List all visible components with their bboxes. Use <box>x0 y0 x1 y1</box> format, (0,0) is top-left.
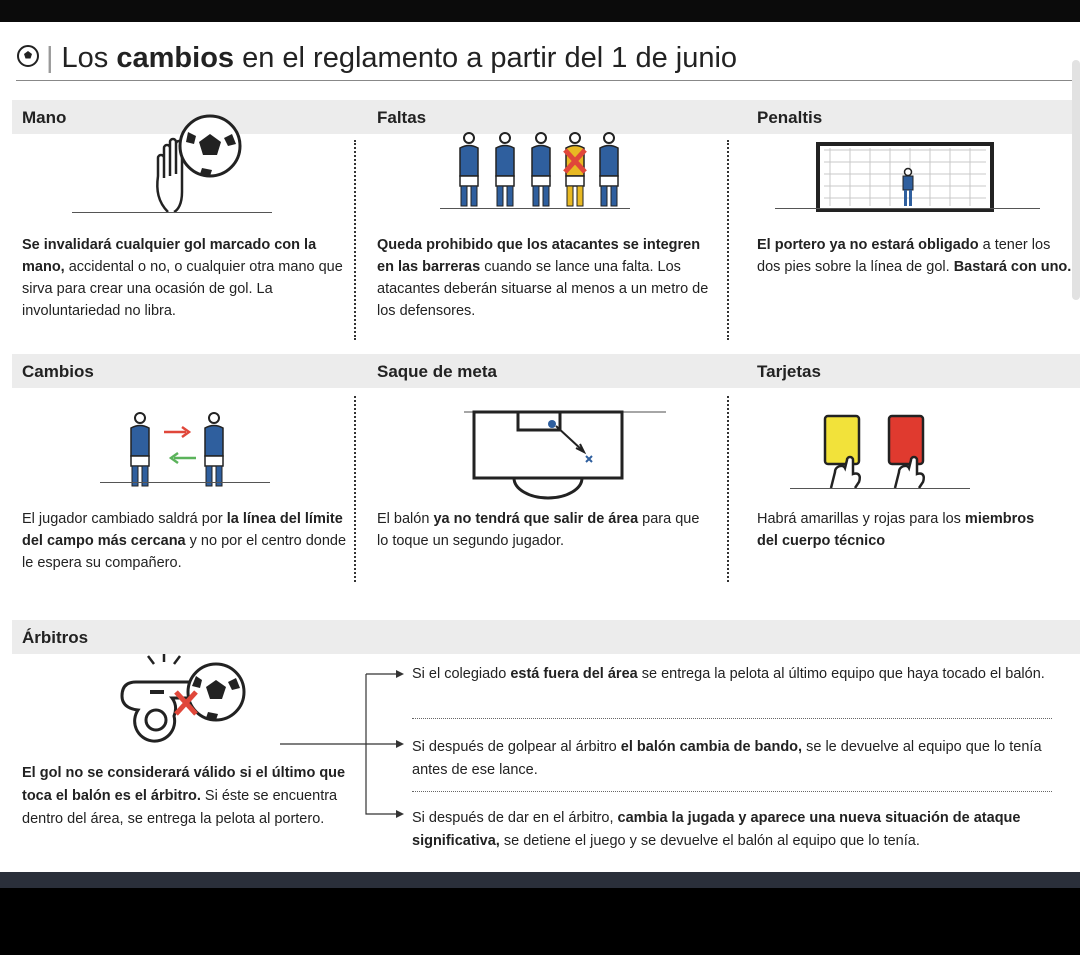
section-label-saque: Saque de meta <box>377 362 497 381</box>
faltas-description: Queda prohibido que los atacantes se integren en las barreras cuando se lance una falta. Los atacantes deberán situarse al menos a un metro de los defensores. <box>377 237 709 319</box>
title-suffix: en el reglamento a partir del 1 de junio <box>234 42 738 74</box>
arbitros-case-3: Si después de dar en el árbitro, cambia la jugada y aparece una nueva situación de ataque significativa, se detiene el juego y se devuelve el balón al equipo que lo tenía. <box>412 810 1021 849</box>
column-divider <box>354 140 356 340</box>
arbitros-case-2: Si después de golpear al árbitro el balón cambia de bando, se le devuelve al equipo que lo tenía antes de ese lance. <box>412 739 1042 778</box>
saque-description: El balón ya no tendrá que salir de área para que lo toque un segundo jugador. <box>377 511 700 549</box>
arbitros-case-1: Si el colegiado está fuera del área se entrega la pelota al último equipo que haya tocado el balón. <box>412 666 1045 682</box>
title-prefix: Los <box>61 42 117 74</box>
ground-line <box>775 208 1040 209</box>
cambios-description: El jugador cambiado saldrá por la línea del límite del campo más cercana y no por el centro donde le espera su compañero. <box>22 511 347 571</box>
bottom-area <box>0 888 1080 955</box>
title-divider <box>16 80 1080 81</box>
hand-icon <box>157 139 182 212</box>
top-bar <box>0 0 1080 22</box>
tarjetas-description: Habrá amarillas y rojas para los miembros del cuerpo técnico <box>757 511 1035 549</box>
section-label-penaltis: Penaltis <box>757 108 823 127</box>
title-bold: cambios <box>116 42 235 74</box>
yellow-card-icon <box>825 416 860 488</box>
section-band-row2 <box>12 354 1080 388</box>
ground-line <box>790 488 970 489</box>
section-band-row3 <box>12 620 1080 654</box>
case-divider <box>412 791 1052 792</box>
goalkeeper-icon <box>903 169 913 207</box>
whistle-ball-icon <box>112 654 252 751</box>
bottom-strip <box>0 872 1080 888</box>
hand-ball-icon <box>140 112 250 227</box>
soccer-ball-icon <box>180 116 240 176</box>
case-divider <box>412 718 1052 719</box>
section-label-faltas: Faltas <box>377 108 427 127</box>
column-divider <box>354 396 356 582</box>
page-title: | Los cambios en el reglamento a partir del 1 de junio <box>16 42 737 76</box>
column-divider <box>727 140 729 340</box>
player-wall-icon <box>455 130 635 217</box>
section-label-arbitros: Árbitros <box>22 628 89 647</box>
goal-icon <box>810 140 1000 217</box>
ground-line <box>440 208 630 209</box>
section-label-cambios: Cambios <box>22 362 94 381</box>
ground-line <box>72 212 272 213</box>
mano-description: Se invalidará cualquier gol marcado con la mano, accidental o no, o cualquier otra mano que sirva para crear una ocasión de gol. La involuntariedad no libra. <box>22 237 343 319</box>
section-label-mano: Mano <box>22 108 67 127</box>
scrollbar-thumb[interactable] <box>1072 60 1080 300</box>
ground-line <box>100 482 270 483</box>
swap-players-icon <box>126 410 236 499</box>
cards-icon <box>815 410 945 499</box>
column-divider <box>727 396 729 582</box>
soccer-ball-icon <box>16 43 40 76</box>
red-card-icon <box>889 416 924 488</box>
goal-area-icon <box>460 410 670 505</box>
arbitros-description: El gol no se considerará válido si el último que toca el balón es el árbitro. Si éste se encuentra dentro del área, se entrega la pelota al portero. <box>22 765 346 827</box>
penaltis-description: El portero ya no estará obligado a tener los dos pies sobre la línea de gol. Bastará con uno. <box>757 237 1072 275</box>
section-label-tarjetas: Tarjetas <box>757 362 821 381</box>
infographic-page <box>0 22 1080 872</box>
